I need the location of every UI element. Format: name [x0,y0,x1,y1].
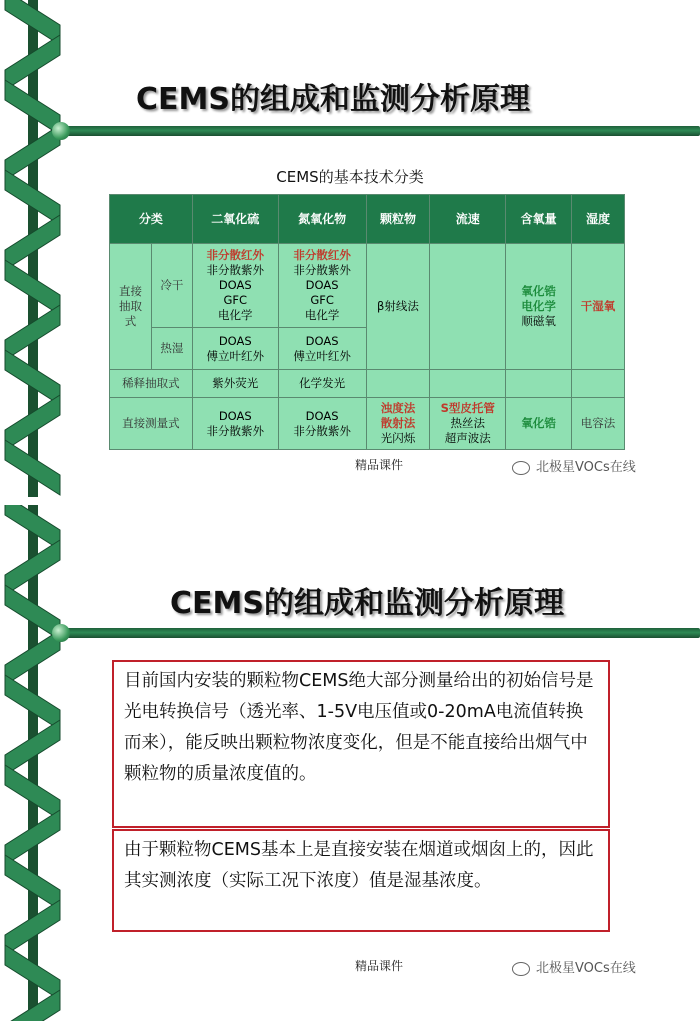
table-header-row [110,195,625,244]
cell-humidity-extract: 干湿氧 [572,244,625,370]
cell-empty [430,370,506,398]
cell-line: DOAS [218,408,252,423]
cell-empty [366,370,430,398]
cell-pm-insitu [366,398,430,450]
header-pm: 颗粒物 [366,195,430,244]
cell-line: 傅立叶红外 [206,348,265,363]
watermark [512,957,636,976]
table-caption: CEMS的基本技术分类 [276,168,424,186]
cell-line: 非分散紫外 [293,263,351,277]
method-cold-dry: 冷干 [151,244,192,328]
cell-line: 非分散红外 [293,248,351,262]
table-row [110,244,625,328]
cell-line: 超声波法 [444,431,491,445]
header-o2: 含氧量 [506,195,572,244]
divider-bar [58,126,700,136]
cell-line: 浊度法 [380,401,416,415]
slide-1 [0,0,700,497]
cell-pm-extract: β射线法 [366,244,430,370]
cell-line: 散射法 [380,416,416,430]
watermark-text: 北极星VOCs在线 [536,460,636,475]
cell-line: 电化学 [304,308,340,322]
watermark-text: 北极星VOCs在线 [536,961,636,976]
divider-knob [52,624,70,642]
slide-footer: 精品课件 [355,959,404,973]
cell-so2-insitu [192,398,278,450]
cell-line: 顺磁氧 [521,314,556,328]
cell-so2-cold [192,244,278,328]
header-humidity: 湿度 [572,195,625,244]
cell-o2-extract [506,244,572,370]
table-row [110,370,625,398]
helix-decoration [0,0,84,497]
cell-line: DOAS [305,278,339,292]
cell-o2-insitu: 氧化锆 [506,398,572,450]
method-in-situ: 直接测量式 [110,398,193,450]
header-nox: 氮氧化物 [278,195,366,244]
cell-nox-insitu [278,398,366,450]
table-row [110,398,625,450]
cell-so2-hot [192,328,278,370]
method-direct-extract: 直接抽取式 [110,244,152,370]
cell-line: 傅立叶红外 [293,348,351,363]
text-box-2: 由于颗粒物CEMS基本上是直接安装在烟道或烟囱上的，因此其实测浓度（实际工况下浓度）值是湿基浓度。 [112,829,610,932]
wechat-icon [512,461,530,475]
cell-line: DOAS [305,408,339,423]
cell-flow-extract [430,244,506,370]
cell-empty [572,370,625,398]
cell-line: 非分散紫外 [206,423,265,438]
cell-humidity-insitu: 电容法 [572,398,625,450]
cell-line: 电化学 [521,299,556,313]
cell-flow-insitu [430,398,506,450]
cell-line: 非分散紫外 [206,263,265,277]
divider-bar [58,628,700,638]
cell-so2-dilution: 紫外荧光 [192,370,278,398]
cell-line: DOAS [305,333,339,348]
cell-line: DOAS [218,333,252,348]
header-so2: 二氧化硫 [192,195,278,244]
slide-footer: 精品课件 [355,458,404,472]
cell-nox-hot [278,328,366,370]
cell-nox-cold [278,244,366,328]
cell-line: 光闪烁 [380,431,416,445]
tech-classification-table [109,194,625,450]
cell-line: 非分散紫外 [293,423,351,438]
header-category: 分类 [110,195,193,244]
header-flow: 流速 [430,195,506,244]
slide-gap [0,497,700,505]
cell-line: 非分散红外 [206,248,265,262]
watermark [512,456,636,475]
cell-line: 电化学 [218,308,253,322]
cell-line: 热丝法 [450,416,486,430]
cell-line: GFC [310,293,334,307]
method-dilution: 稀释抽取式 [110,370,193,398]
cell-line: DOAS [218,278,252,292]
cell-line: GFC [223,293,248,307]
text-box-1: 目前国内安装的颗粒物CEMS绝大部分测量给出的初始信号是光电转换信号（透光率、1-5V电压值或0-20mA电流值转换而来），能反映出颗粒物浓度变化，但是不能直接给出烟气中颗粒物的质量浓度值的。 [112,660,610,828]
method-hot-wet: 热湿 [151,328,192,370]
cell-nox-dilution: 化学发光 [278,370,366,398]
cell-line: S型皮托管 [440,401,495,415]
slide-2 [0,505,700,1021]
slide-title: CEMS的组成和监测分析原理 [170,586,564,621]
divider-knob [52,122,70,140]
cell-empty [506,370,572,398]
wechat-icon [512,962,530,976]
cell-line: 氧化锆 [521,284,556,298]
slide-title: CEMS的组成和监测分析原理 [136,82,530,117]
helix-decoration [0,505,84,1021]
